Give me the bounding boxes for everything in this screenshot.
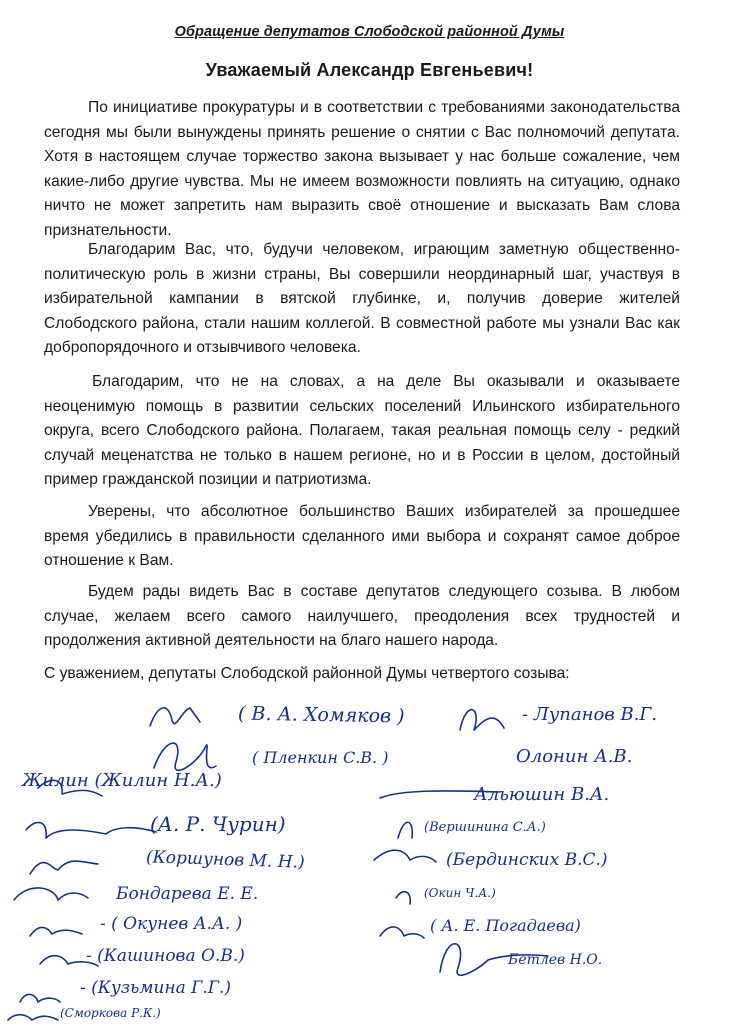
- signature-smorkova: (Сморкова Р.К.): [60, 1006, 161, 1020]
- signature-scribble: [374, 850, 436, 862]
- signature-scribble: [30, 927, 82, 936]
- signature-olonin: Олонин А.В.: [516, 746, 633, 767]
- signature-kashinova: - (Кашинова О.В.): [86, 946, 245, 966]
- signature-scribble: [14, 888, 88, 900]
- signature-okin: (Окин Ч.А.): [424, 886, 496, 900]
- paragraph-1: По инициативе прокуратуры и в соответствии с требованиями законодательства сегодня мы были вынуждены принять решение о снятии с Вас полномочий депутата. Хотя в настоящем случае торжество закона вызывает у нас больше сожаление, чем какие-либо другие чувства. Мы не имеем возможности повлиять на ситуацию, однако ничто не может запретить нам выразить своё отношение и высказать Вам слова признательности.: [44, 99, 680, 239]
- signature-scribble: [380, 927, 424, 938]
- signature-pogadaeva: ( А. Е. Погадаева): [430, 916, 581, 935]
- signature-khomyakov: ( В. А. Хомяков ): [237, 702, 405, 728]
- signature-alyushin: Альюшин В.А.: [474, 784, 610, 805]
- paragraph-4: Уверены, что абсолютное большинство Ваших избирателей за прошедшее время убедились в правильности сделанного ими выбора и сохранят самое доброе отношение к Вам.: [44, 503, 680, 570]
- paragraph-3: Благодарим, что не на словах, а на деле Вы оказывали и оказываете неоценимую помощь в развитии сельских поселений Ильинского избирательного округа, всего Слободского района. Полагаем, такая реальная помощь селу - редкий случай меценатства не только в нашем регионе, но и в России в целом, достойный пример гражданской позиции и патриотизма.: [44, 373, 680, 489]
- signature-vershinina: (Вершинина С.А.): [424, 820, 546, 835]
- signature-lupanov: - Лупанов В.Г.: [522, 704, 658, 725]
- signature-scribble: [460, 710, 504, 730]
- signature-scribble: [150, 708, 200, 726]
- signature-scribble: [154, 743, 216, 770]
- signature-scribbles: [0, 690, 739, 1024]
- signature-scribble: [8, 1015, 58, 1020]
- signature-bondareva: Бондарева Е. Е.: [116, 884, 259, 904]
- paragraph-5: Будем рады видеть Вас в составе депутатов следующего созыва. В любом случае, желаем всего самого наилучшего, преодоления всех трудностей и продолжения активной деятельности на благо нашего народа.: [44, 583, 680, 650]
- letter-header: Обращение депутатов Слободской районной Думы: [174, 24, 565, 40]
- signature-zhilin: Жилин (Жилин Н.А.): [22, 770, 222, 791]
- closing-line: С уважением, депутаты Слободской районной Думы четвертого созыва:: [44, 665, 570, 682]
- signature-betlev: Бетлев Н.О.: [508, 952, 603, 968]
- signature-korshunov: (Коршунов М. Н.): [145, 847, 305, 873]
- signature-scribble: [20, 994, 60, 1002]
- signature-kuzmina: - (Кузьмина Г.Г.): [80, 978, 232, 998]
- signature-churin: (А. Р. Чурин): [150, 812, 286, 836]
- signature-okunev: - ( Окунев А.А. ): [100, 914, 243, 934]
- signature-scribble: [398, 822, 412, 838]
- signature-scribble: [30, 861, 98, 874]
- salutation: Уважаемый Александр Евгеньевич!: [205, 60, 534, 80]
- signature-berdinskikh: (Бердинских В.С.): [446, 850, 608, 870]
- paragraph-2: Благодарим Вас, что, будучи человеком, играющим заметную общественно-политическую роль в жизни страны, Вы совершили неординарный шаг, участвуя в избирательной кампании в вятской глубинке, и, получив доверие жителей Слободского района, стали нашим коллегой. В совместной работе мы узнали Вас как добропорядочного и отзывчивого человека.: [44, 241, 680, 357]
- signature-scribble: [26, 822, 156, 838]
- signatures-block: [0, 690, 739, 1024]
- signature-plenkin: ( Пленкин С.В. ): [252, 748, 389, 767]
- signature-scribble: [396, 892, 410, 904]
